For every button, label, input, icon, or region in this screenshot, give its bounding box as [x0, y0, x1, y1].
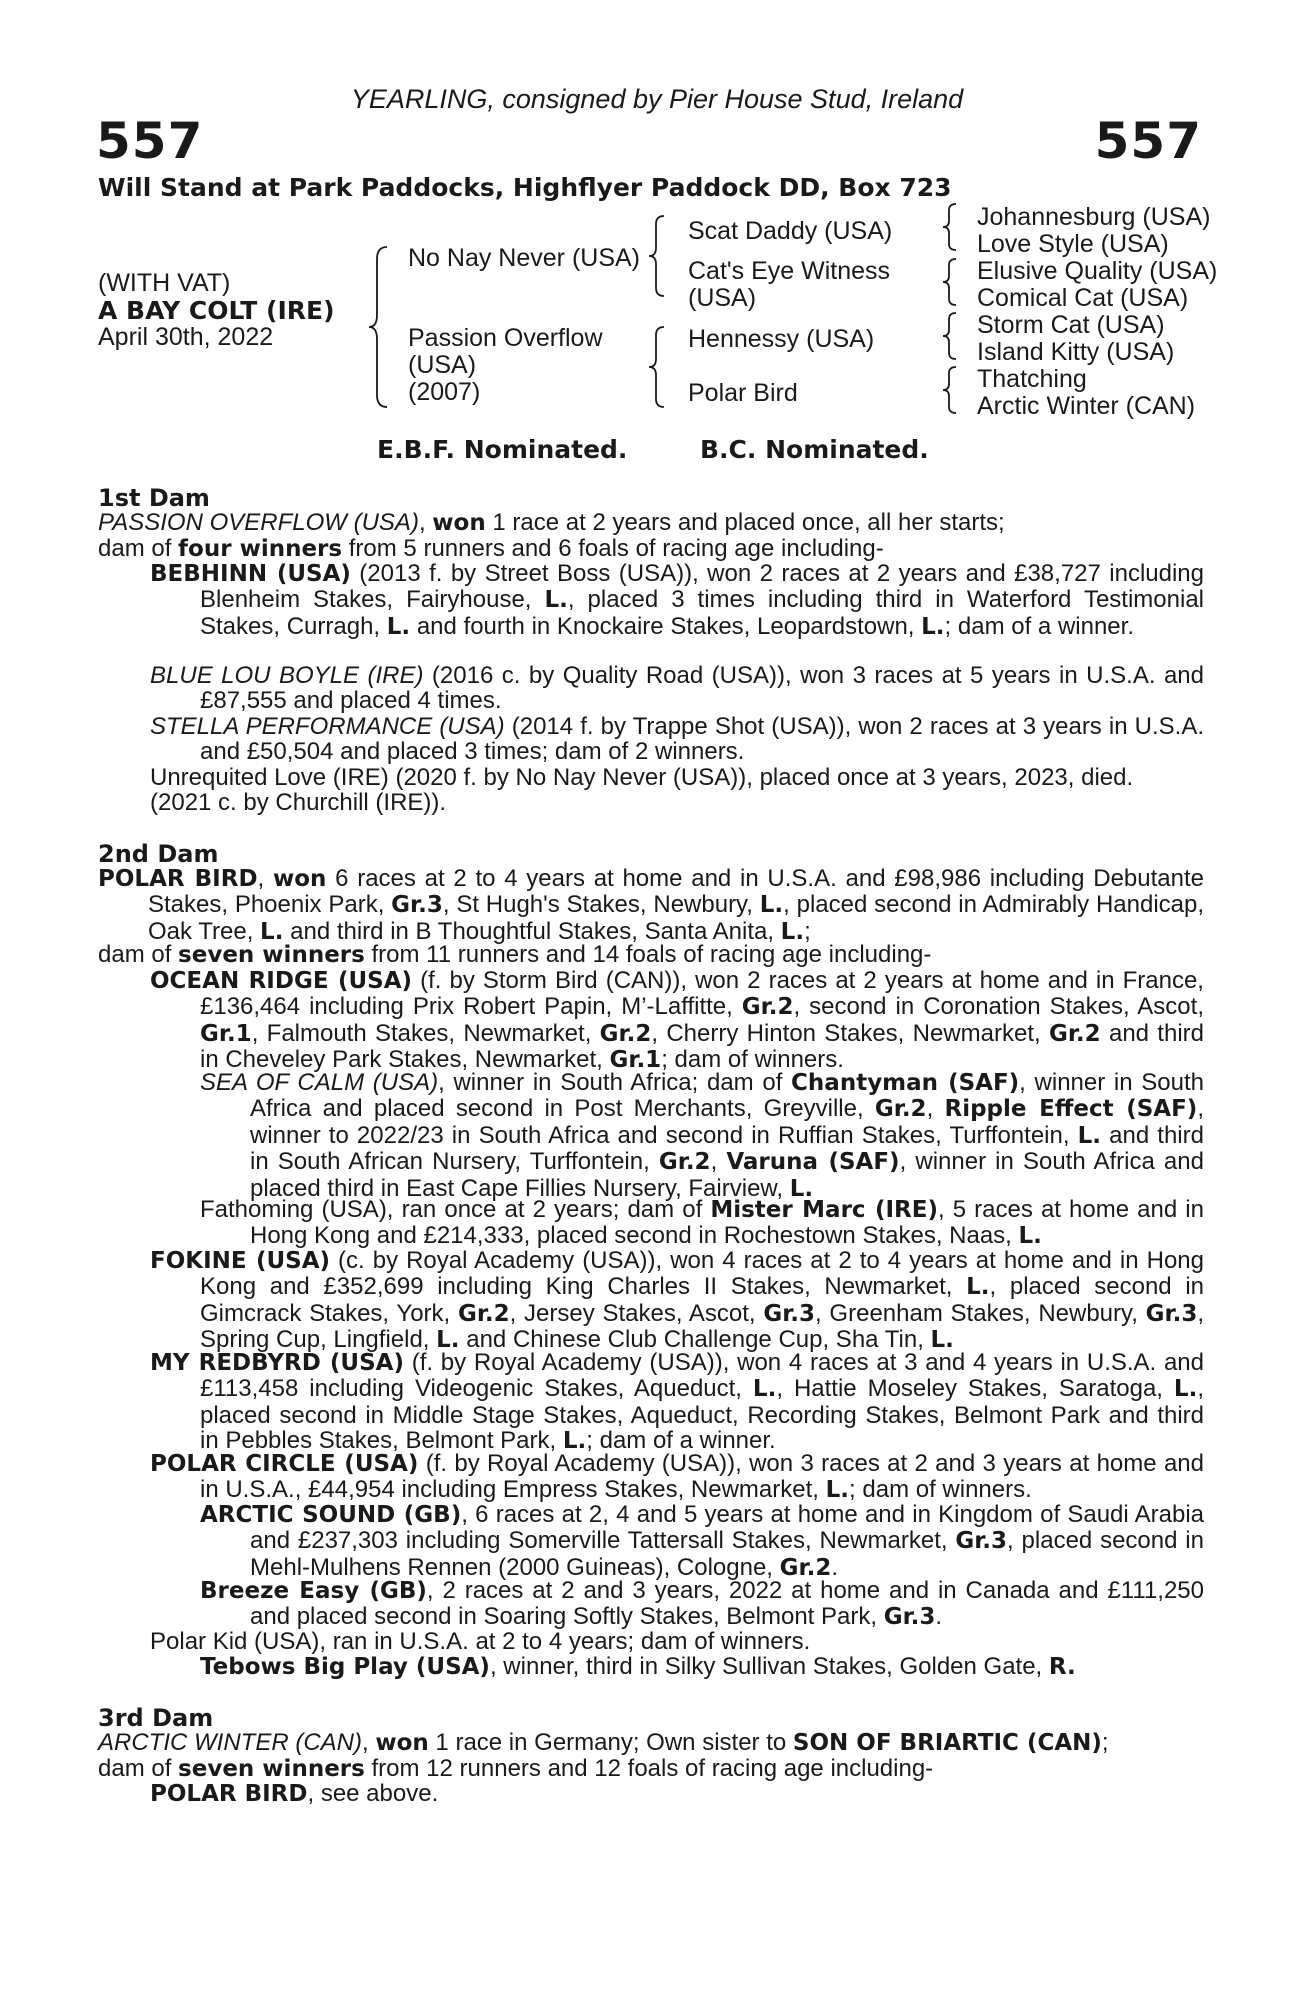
- pedigree-brace-4c: [940, 311, 960, 361]
- first-dam-heading: 1st Dam: [98, 484, 210, 512]
- third-dam-entry: ARCTIC WINTER (CAN), won 1 race in Germany; Own sister to SON OF BRIARTIC (CAN); dam of seven winners from 12 runners and 12 foals of racing age including-: [98, 1729, 1109, 1783]
- pedigree-brace-4d: [940, 365, 960, 415]
- produce-arctic-sound: ARCTIC SOUND (GB), 6 races at 2, 4 and 5 years at home and in Kingdom of Saudi Arabia and £237,303 including Somerville Tattersall Stakes, Newmarket, Gr.3, placed second in Mehl-Mulhens Rennen (2000 Guineas), Cologne, Gr.2.: [200, 1501, 1204, 1581]
- sire: No Nay Never (USA): [408, 244, 640, 272]
- sire-dam-line-1: Cat's Eye Witness: [688, 257, 891, 285]
- ggp-3: Elusive Quality (USA): [977, 257, 1218, 285]
- second-dam-entry: POLAR BIRD, won 6 races at 2 to 4 years at home and in U.S.A. and £98,986 including Debutante Stakes, Phoenix Park, Gr.3, St Hugh's Stakes, Newbury, L., placed second in Admirably Handicap, Oak Tree, L. and third in B Thoughtful Stakes, Santa Anita, L.;: [98, 865, 1205, 945]
- ebf-nomination: E.B.F. Nominated.: [377, 435, 628, 464]
- ggp-8: Arctic Winter (CAN): [977, 392, 1196, 420]
- dam-line-2: (USA): [408, 351, 477, 379]
- produce-tebows-big-play: Tebows Big Play (USA), winner, third in Silky Sullivan Stakes, Golden Gate, R.: [200, 1653, 1076, 1680]
- produce-ocean-ridge: OCEAN RIDGE (USA) (f. by Storm Bird (CAN)), won 2 races at 2 years at home and in France, £136,464 including Prix Robert Papin, M’-Laffitte, Gr.2, second in Coronation Stakes, Ascot, Gr.1, Falmouth Stakes, Newmarket, Gr.2, Cherry Hinton Stakes, Newmarket, Gr.2 and third in Cheveley Park Stakes, Newmarket, Gr.1; dam of winners.: [150, 967, 1204, 1074]
- sire-dam-line-2: (USA): [688, 284, 757, 312]
- dam-dam: Polar Bird: [688, 379, 798, 407]
- dam-line-3: (2007): [408, 378, 481, 406]
- produce-stella-performance: STELLA PERFORMANCE (USA) (2014 f. by Trappe Shot (USA)), won 2 races at 3 years in U.S.A. and £50,504 and placed 3 times; dam of 2 winners.: [150, 713, 1204, 766]
- stand-location: Will Stand at Park Paddocks, Highflyer Paddock DD, Box 723: [98, 173, 952, 202]
- produce-sea-of-calm: SEA OF CALM (USA), winner in South Africa; dam of Chantyman (SAF), winner in South Africa and placed second in Post Merchants, Greyville, Gr.2, Ripple Effect (SAF), winner to 2022/23 in South Africa and second in Ruffian Stakes, Turffontein, L. and third in South African Nursery, Turffontein, Gr.2, Varuna (SAF), winner in South Africa and placed third in East Cape Fillies Nursery, Fairview, L.: [200, 1069, 1204, 1202]
- bc-nomination: B.C. Nominated.: [700, 435, 929, 464]
- produce-bebhinn: BEBHINN (USA) (2013 f. by Street Boss (USA)), won 2 races at 2 years and £38,727 including Blenheim Stakes, Fairyhouse, L., placed 3 times including third in Waterford Testimonial Stakes, Curragh, L. and fourth in Knockaire Stakes, Leopardstown, L.; dam of a winner.: [150, 560, 1205, 640]
- produce-polar-circle: POLAR CIRCLE (USA) (f. by Royal Academy (USA)), won 3 races at 2 and 3 years at home and in U.S.A., £44,954 including Empress Stakes, Newmarket, L.; dam of winners.: [150, 1450, 1204, 1504]
- ggp-6: Island Kitty (USA): [977, 338, 1175, 366]
- sire-sire: Scat Daddy (USA): [688, 217, 893, 245]
- vat-note: (WITH VAT): [98, 269, 231, 297]
- produce-breeze-easy: Breeze Easy (GB), 2 races at 2 and 3 years, 2022 at home and in Canada and £111,250 and placed second in Soaring Softly Stakes, Belmont Park, Gr.3.: [200, 1577, 1204, 1631]
- pedigree-brace-dam: [646, 325, 670, 409]
- lot-number-left: 557: [96, 112, 204, 170]
- produce-polar-bird: POLAR BIRD, see above.: [150, 1780, 439, 1807]
- dam-line-1: Passion Overflow: [408, 324, 603, 352]
- produce-my-redbyrd: MY REDBYRD (USA) (f. by Royal Academy (USA)), won 4 races at 3 and 4 years in U.S.A. and £113,458 including Videogenic Stakes, Aqueduct, L., Hattie Moseley Stakes, Saratoga, L., placed second in Middle Stage Stakes, Aqueduct, Recording Stakes, Belmont Park and third in Pebbles Stakes, Belmont Park, L.; dam of a winner.: [150, 1349, 1204, 1455]
- first-dam-entry: PASSION OVERFLOW (USA), won 1 race at 2 years and placed once, all her starts; dam of four winners from 5 runners and 6 foals of racing age including-: [98, 509, 1005, 563]
- pedigree-brace-sire: [646, 214, 670, 298]
- dam-sire: Hennessy (USA): [688, 325, 875, 353]
- horse-name: A BAY COLT (IRE): [98, 296, 335, 325]
- lot-number-right: 557: [1094, 112, 1202, 170]
- ggp-1: Johannesburg (USA): [977, 203, 1211, 231]
- ggp-7: Thatching: [977, 365, 1087, 393]
- produce-fokine: FOKINE (USA) (c. by Royal Academy (USA)), won 4 races at 2 to 4 years at home and in Hong Kong and £352,699 including King Charles II Stakes, Newmarket, L., placed second in Gimcrack Stakes, York, Gr.2, Jersey Stakes, Ascot, Gr.3, Greenham Stakes, Newbury, Gr.3, Spring Cup, Lingfield, L. and Chinese Club Challenge Cup, Sha Tin, L.: [150, 1247, 1205, 1354]
- ggp-4: Comical Cat (USA): [977, 284, 1189, 312]
- produce-polar-kid: Polar Kid (USA), ran in U.S.A. at 2 to 4 years; dam of winners.: [150, 1628, 811, 1655]
- foaling-date: April 30th, 2022: [98, 323, 274, 351]
- second-dam-produce-summary: dam of seven winners from 11 runners and 14 foals of racing age including-: [98, 941, 932, 968]
- pedigree-brace-4b: [940, 257, 960, 307]
- ggp-2: Love Style (USA): [977, 230, 1169, 258]
- consignment-subtitle: YEARLING, consigned by Pier House Stud, Ireland: [350, 84, 964, 114]
- produce-unrequited-love: Unrequited Love (IRE) (2020 f. by No Nay Never (USA)), placed once at 3 years, 2023, died. (2021 c. by Churchill (IRE)).: [150, 764, 1134, 817]
- second-dam-heading: 2nd Dam: [98, 840, 219, 868]
- pedigree-brace-main: [365, 245, 395, 410]
- third-dam-heading: 3rd Dam: [98, 1704, 214, 1732]
- ggp-5: Storm Cat (USA): [977, 311, 1165, 339]
- pedigree-brace-4a: [940, 202, 960, 252]
- produce-fathoming: Fathoming (USA), ran once at 2 years; dam of Mister Marc (IRE), 5 races at home and in Hong Kong and £214,333, placed second in Rochestown Stakes, Naas, L.: [200, 1196, 1204, 1250]
- produce-blue-lou-boyle: BLUE LOU BOYLE (IRE) (2016 c. by Quality Road (USA)), won 3 races at 5 years in U.S.A. and £87,555 and placed 4 times.: [150, 662, 1204, 715]
